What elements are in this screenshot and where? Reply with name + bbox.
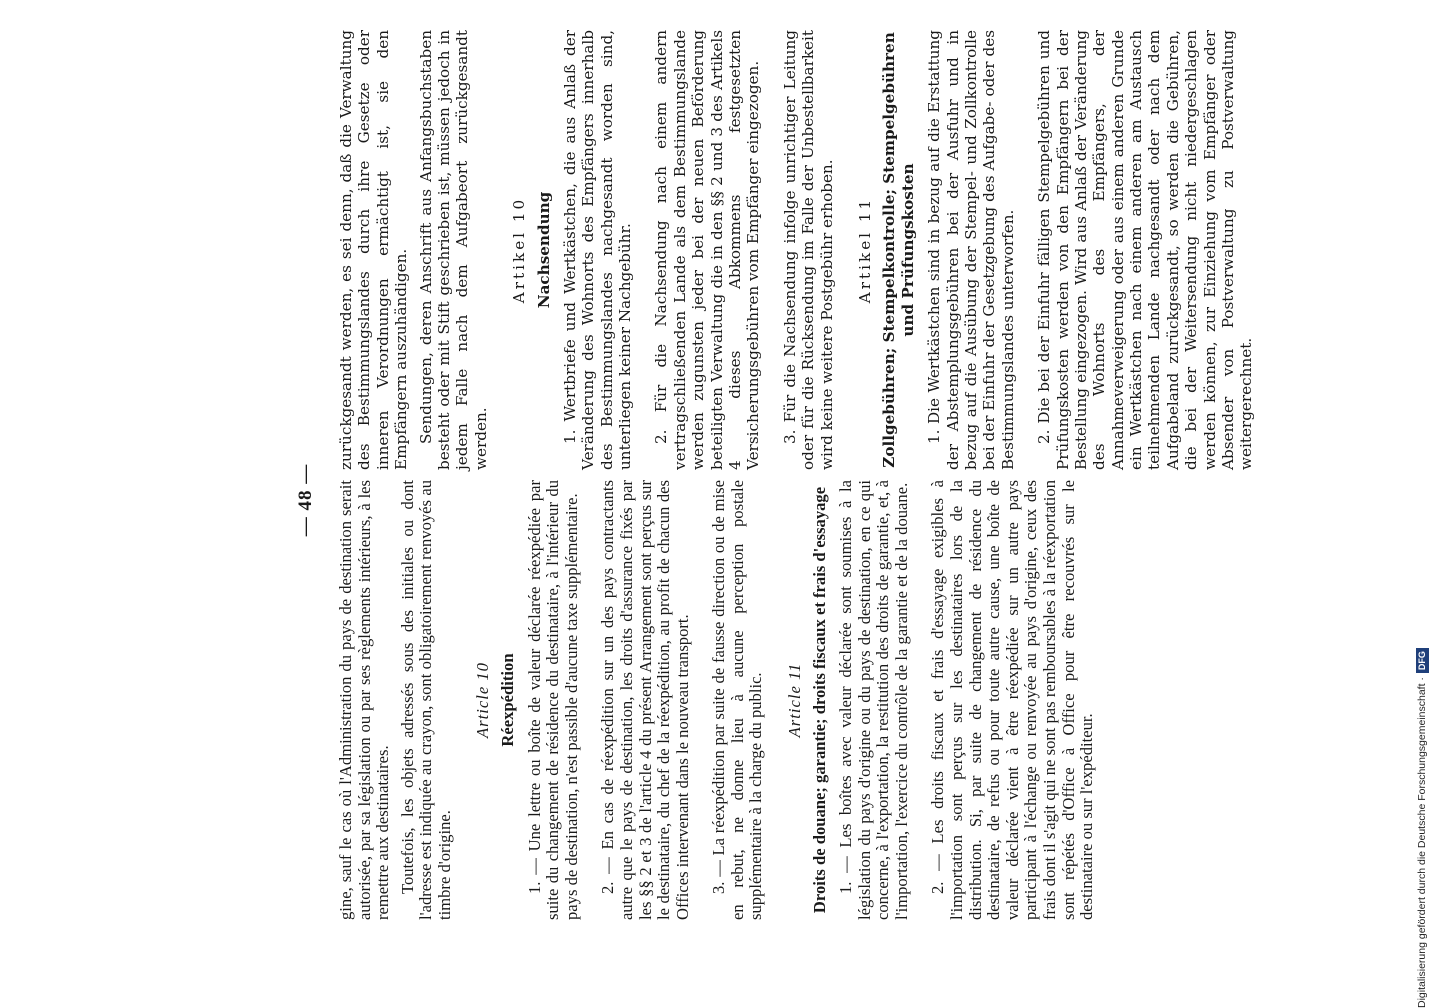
digitization-credit <box>1414 8 1430 1008</box>
credit-text: Digitalisierung gefördert durch die Deutsche Forschungsgemeinschaft · <box>1416 677 1428 1008</box>
article-heading: Zollgebühren; Stempelkontrolle; Stempelgebühren und Prüfungskosten <box>880 32 917 468</box>
german-column <box>337 30 1262 470</box>
paragraph: zurückgesandt werden, es sei denn, daß die Verwaltung des Bestimmungslandes durch ihre Gesetze oder inneren Verordnungen ermächtigt ist, sie den Empfängern auszuhändigen. <box>337 30 411 470</box>
paragraph: 1. Wertbriefe und Wertkästchen, die aus Anlaß der Veränderung des Wohnorts des Empfängers innerhalb des Bestimmungslandes nachgesandt worden sind, unterliegen keiner Nachgebühr. <box>560 30 635 470</box>
paragraph: 1. — Les boîtes avec valeur déclarée sont soumises à la législation du pays d'origine ou du pays de destination, en ce qui concerne, à l'exportation, la restitution des droits de garantie, et, à l'importation, l'exercice du contrôle de la garantie et de la douane. <box>836 480 911 920</box>
paragraph: Toutefois, les objets adressés sous des initiales ou dont l'adresse est indiquée au crayon, sont obligatoirement renvoyés au timbre d'origine. <box>397 480 454 920</box>
article-heading: Réexpédition <box>498 653 518 747</box>
paragraph: 1. Die Wertkästchen sind in bezug auf die Erstattung der Abstemplungsgebühren bei der Ausfuhr und in bezug auf die Ausübung der Stempel- und Zollkontrolle bei der Einfuhr der Gesetzgebung des Aufgabe- oder des Bestimmungslandes unterworfen. <box>925 30 1017 470</box>
article-label: Article 10 <box>473 662 493 738</box>
dfg-logo: DFG <box>1416 648 1429 673</box>
article-heading: Nachsendung <box>534 191 553 309</box>
paragraph: 2. — Les droits fiscaux et frais d'essayage exigibles à l'importation sont perçus sur les destinataires lors de la distribution. Si, par suite de changement de résidence du destinataire, de refus ou pour toute autre cause, une boîte de valeur déclarée vient à être réexpédiée sur un autre pays participant à l'échange ou renvoyée au pays d'origine, ceux des frais dont il s'agit qui ne sont pas remboursables à la réexportation sont répétés d'Office à Office pour être recouvrés sur le destinataire ou sur l'expéditeur. <box>928 480 1097 920</box>
paragraph: 2. Die bei der Einfuhr fälligen Stempelgebühren und Prüfungskosten werden von den Empfängern bei der Bestellung eingezogen. Wird aus Anlaß der Veränderung des Wohnorts des Empfängers, der Annahmeverweigerung oder aus einem anderen Grunde ein Wertkästchen nach einem anderen am Austausch teilnehmenden Lande nachgesandt oder nach dem Aufgabeland zurückgesandt, so werden die Gebühren, die bei der Weitersendung nicht niedergeschlagen werden können, zur Einziehung vom Empfänger oder Absender von Postverwaltung zu Postverwaltung weitergerechnet. <box>1035 30 1256 470</box>
article-label: Artikel 11 <box>855 196 874 304</box>
paragraph: 2. — En cas de réexpédition sur un des pays contractants autre que le pays de destination, les droits d'assurance fixés par les §§ 2 et 3 de l'article 4 du présent Arrangement sont perçus sur le destinataire, du chef de la réexpédition, au profit de chacun des Offices intervenant dans le nouveau transport. <box>598 480 692 920</box>
rotated-page <box>217 30 1256 930</box>
paragraph: Sendungen, deren Anschrift aus Anfangsbuchstaben besteht oder mit Stift geschrieben ist, müssen jedoch in jedem Falle nach dem Aufgabeort zurückgesandt werden. <box>416 30 490 470</box>
article-heading: Droits de douane; garantie; droits fiscaux et frais d'essayage <box>809 486 829 914</box>
page-number: — 48 — <box>295 463 316 537</box>
article-label: Artikel 10 <box>510 196 529 304</box>
paragraph: 2. Für die Nachsendung nach einem andern vertragschließenden Lande als dem Bestimmungslande werden zugunsten jeder bei der neuen Beförderung beteiligten Verwaltung die in den §§ 2 und 3 des Artikels 4 dieses Abkommens festgesetzten Versicherungsgebühren vom Empfänger eingezogen. <box>652 30 763 470</box>
french-column <box>337 480 1103 920</box>
paragraph: 3. — La réexpédition par suite de fausse direction ou de mise en rebut, ne donne lieu à aucune perception postale supplémentaire à la charge du public. <box>709 480 766 920</box>
article-label: Article 11 <box>784 662 804 738</box>
paragraph: 1. — Une lettre ou boîte de valeur déclarée réexpédiée par suite du changement de résidence du destinataire, à l'intérieur du pays de destination, n'est passible d'aucune taxe supplémentaire. <box>524 480 581 920</box>
paragraph: gine, sauf le cas où l'Administration du pays de destination serait autorisée, par sa législation ou par ses règlements intérieurs, à les remettre aux destinataires. <box>336 480 393 920</box>
paragraph: 3. Für die Nachsendung infolge unrichtiger Leitung oder für die Rücksendung im Falle der Unbestellbarkeit wird keine weitere Postgebühr erhoben. <box>780 30 836 470</box>
